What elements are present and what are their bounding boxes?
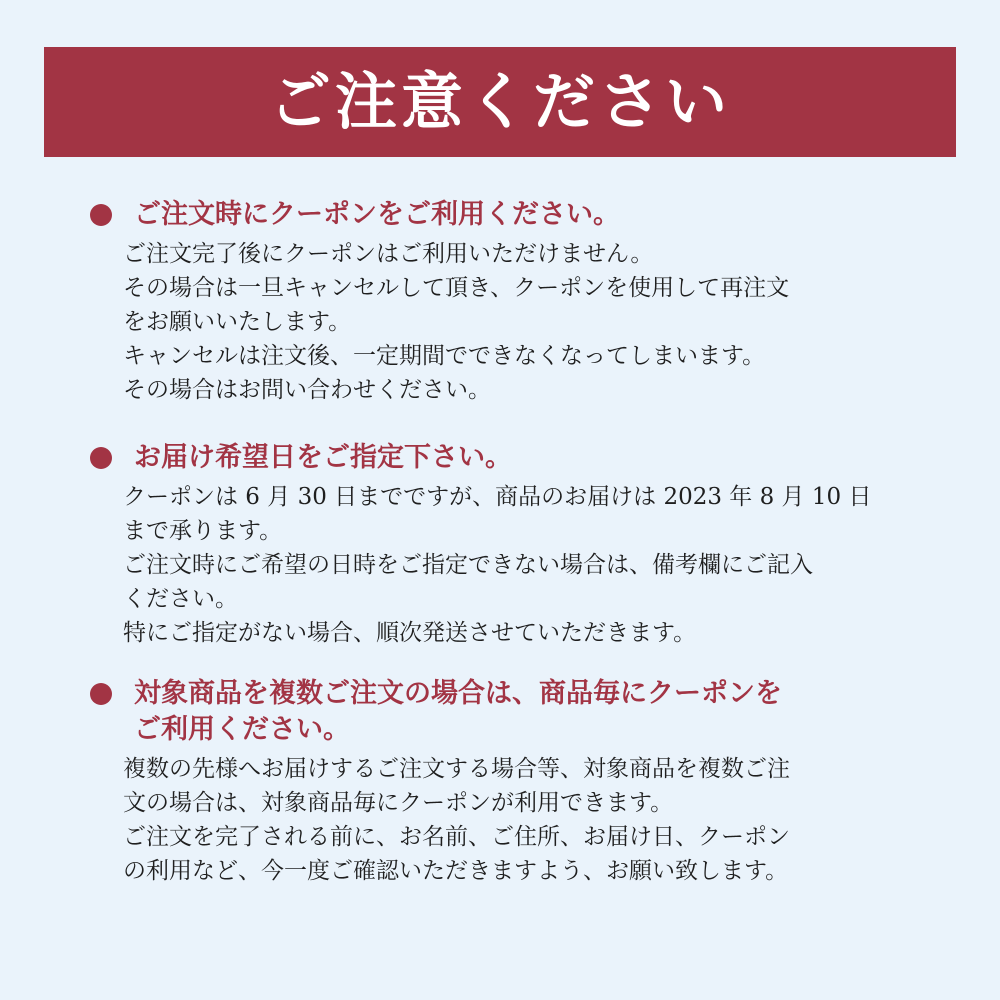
- body-line: 特にご指定がない場合、順次発送させていただきます。: [123, 620, 697, 646]
- body-line: 文の場合は、対象商品毎にクーポンが利用できます。: [123, 790, 674, 816]
- body-line: キャンセルは注文後、一定期間でできなくなってしまいます。: [123, 343, 766, 369]
- banner-title: ご注意ください: [268, 65, 731, 138]
- section-coupon-timing: [90, 197, 970, 407]
- section-heading: [90, 676, 970, 748]
- heading-text: ご利用ください。: [134, 714, 350, 745]
- section-delivery-date: [90, 440, 970, 650]
- section-body: [90, 237, 970, 407]
- body-line: その場合は一旦キャンセルして頂き、クーポンを使用して再注文: [123, 275, 790, 301]
- body-line: ご注文完了後にクーポンはご利用いただけません。: [123, 241, 654, 267]
- section-body: [90, 480, 970, 650]
- body-line: 複数の先様へお届けするご注文する場合等、対象商品を複数ご注: [123, 756, 790, 782]
- bullet-dot-icon: [90, 447, 112, 469]
- heading-text: ご注文時にクーポンをご利用ください。: [134, 199, 620, 230]
- body-line: その場合はお問い合わせください。: [123, 377, 491, 403]
- body-line: ご注文時にご希望の日時をご指定できない場合は、備考欄にご記入: [123, 552, 813, 578]
- heading-text: お届け希望日をご指定下さい。: [134, 442, 512, 473]
- body-line: クーポンは 6 月 30 日までですが、商品のお届けは 2023 年 8 月 10 日: [123, 484, 872, 510]
- section-heading: [90, 440, 970, 476]
- bullet-dot-icon: [90, 683, 112, 705]
- body-line: ください。: [123, 586, 238, 612]
- heading-text: 対象商品を複数ご注文の場合は、商品毎にクーポンを: [134, 678, 782, 709]
- body-line: ご注文を完了される前に、お名前、ご住所、お届け日、クーポン: [123, 824, 790, 850]
- body-line: の利用など、今一度ご確認いただきますよう、お願い致します。: [123, 858, 789, 884]
- body-line: まで承ります。: [123, 518, 283, 544]
- notice-banner: [44, 47, 956, 157]
- section-multiple-orders: [90, 676, 970, 888]
- section-body: [90, 752, 970, 888]
- section-heading: [90, 197, 970, 233]
- bullet-dot-icon: [90, 204, 112, 226]
- body-line: をお願いいたします。: [123, 309, 352, 335]
